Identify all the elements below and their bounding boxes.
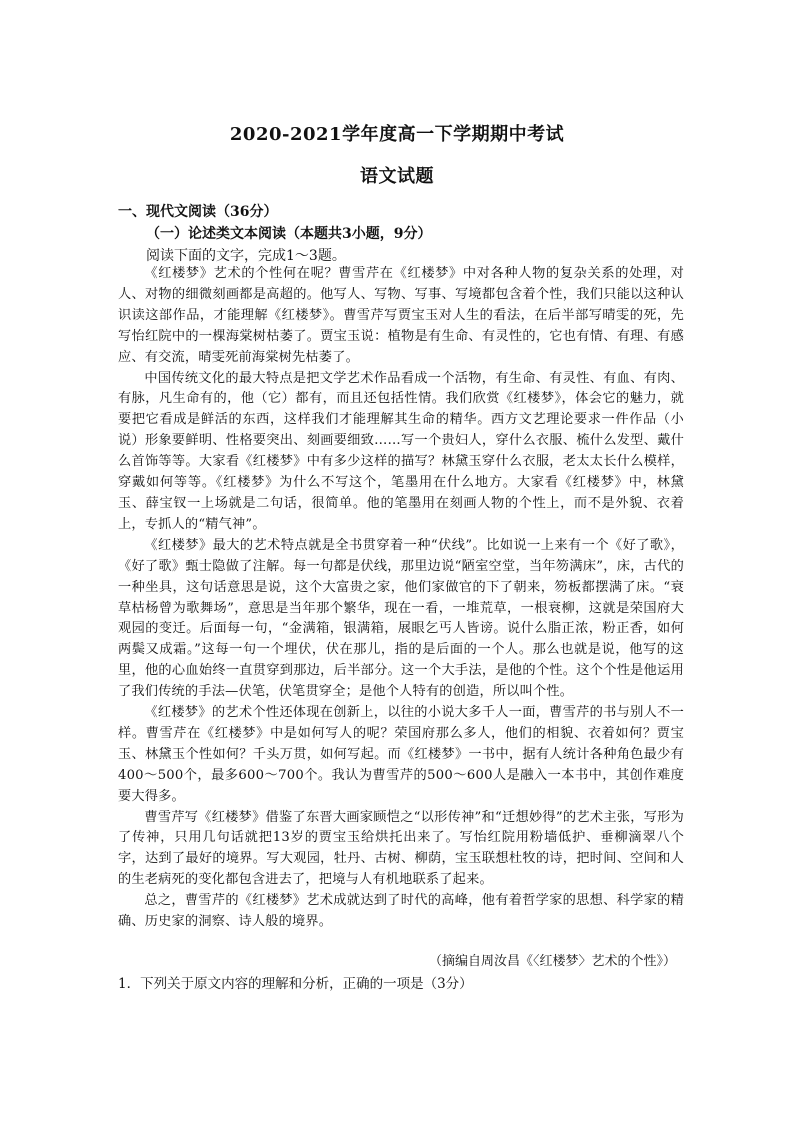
exam-title: 2020-2021学年度高一下学期期中考试 <box>229 124 565 145</box>
passage-paragraph: 《红楼梦》的艺术个性还体现在创新上，以往的小说大多千人一面，曹雪芹的书与别人不一样。曹雪芹在《红楼梦》中是如何写人的呢？荣国府那么多人，他们的相貌、衣着如何？贾宝玉、林黛玉个性如何？千头万贯，如何写起。而《红楼梦》一书中，据有人统计各种角色最少有400～500个，最多600～700个。我认为曹雪芹的500～600人是融入一本书中，其创作难度要大得多。 <box>118 705 684 804</box>
passage-paragraph: 《红楼梦》最大的艺术特点就是全书贯穿着一种“伏线”。比如说一上来有一个《好了歌》，《好了歌》甄士隐做了注解。每一句都是伏线，那里边说“陋室空堂，当年笏满床”，床，古代的一种坐具，这句话意思是说，这个大富贵之家，他们家做官的下了朝来，笏板都摆满了床。“衰草枯杨曾为歌舞场”，意思是当年那个繁华，现在一看，一堆荒草，一根衰柳，这就是荣国府大观园的变迁。后面每一句，“金满箱，银满箱，展眼乞丐人皆谤。说什么脂正浓，粉正香，如何两鬓又成霜。”这每一句一个埋伏，伏在那儿，指的是后面的一个人。那么也就是说，他写的这里，他的心血始终一直贯穿到那边，后半部分。这一个大手法，是他的个性。这个个性是他运用了我们传统的手法—伏笔，伏笔贯穿全；是他个人特有的创造，所以叫个性。 <box>118 537 684 700</box>
question-1-stem: 1．下列关于原文内容的理解和分析，正确的一项是（3分） <box>118 976 473 992</box>
reading-passage <box>118 264 684 933</box>
passage-source: （摘编自周汝昌《〈红楼梦〉艺术的个性》） <box>428 954 676 969</box>
reading-instruction: 阅读下面的文字，完成1～3题。 <box>146 248 346 264</box>
passage-paragraph: 中国传统文化的最大特点是把文学艺术作品看成一个活物，有生命、有灵性、有血、有肉、有脉，凡生命有的，他（它）都有，而且还包括性情。我们欣赏《红楼梦》，体会它的魅力，就要把它看成是鲜活的东西，这样我们才能理解其生命的精华。西方文艺理论要求一件作品（小说）形象要鲜明、性格要突出、刻画要细致……写一个贵妇人，穿什么衣服、梳什么发型、戴什么首饰等等。大家看《红楼梦》中有多少这样的描写？林黛玉穿什么衣服，老太太长什么模样，穿戴如何等等。《红楼梦》为什么不写这个，笔墨用在什么地方。大家看《红楼梦》中，林黛玉、薛宝钗一上场就是二句话，很简单。他的笔墨用在刻画人物的个性上，而不是外貌、衣着上，专抓人的“精气神”。 <box>118 370 684 532</box>
sub-section-heading: （一）论述类文本阅读（本题共3小题，9分） <box>146 226 432 242</box>
section-heading: 一、现代文阅读（36分） <box>118 204 278 220</box>
subject-title: 语文试题 <box>360 166 434 187</box>
passage-paragraph: 曹雪芹写《红楼梦》借鉴了东晋大画家顾恺之“以形传神”和“迁想妙得”的艺术主张，写形为了传神，只用几句话就把13岁的贾宝玉给烘托出来了。写怡红院用粉墙低护、垂柳滴翠八个字，达到了最好的境界。写大观园，牡丹、古树、柳荫，宝玉联想杜牧的诗，把时间、空间和人的生老病死的变化都包含进去了，把境与人有机地联系了起来。 <box>118 809 684 888</box>
passage-paragraph: 总之，曹雪芹的《红楼梦》艺术成就达到了时代的高峰，他有着哲学家的思想、科学家的精确、历史家的洞察、诗人般的境界。 <box>118 893 684 930</box>
passage-paragraph: 《红楼梦》艺术的个性何在呢？曹雪芹在《红楼梦》中对各种人物的复杂关系的处理，对人、对物的细微刻画都是高超的。他写人、写物、写事、写境都包含着个性，我们只能以这种认识读这部作品，才能理解《红楼梦》。曹雪芹写贾宝玉对人生的看法，在后半部写晴雯的死，先写怡红院中的一棵海棠树枯萎了。贾宝玉说：植物是有生命、有灵性的，它也有情、有理、有感应、有交流，晴雯死前海棠树先枯萎了。 <box>118 266 684 365</box>
